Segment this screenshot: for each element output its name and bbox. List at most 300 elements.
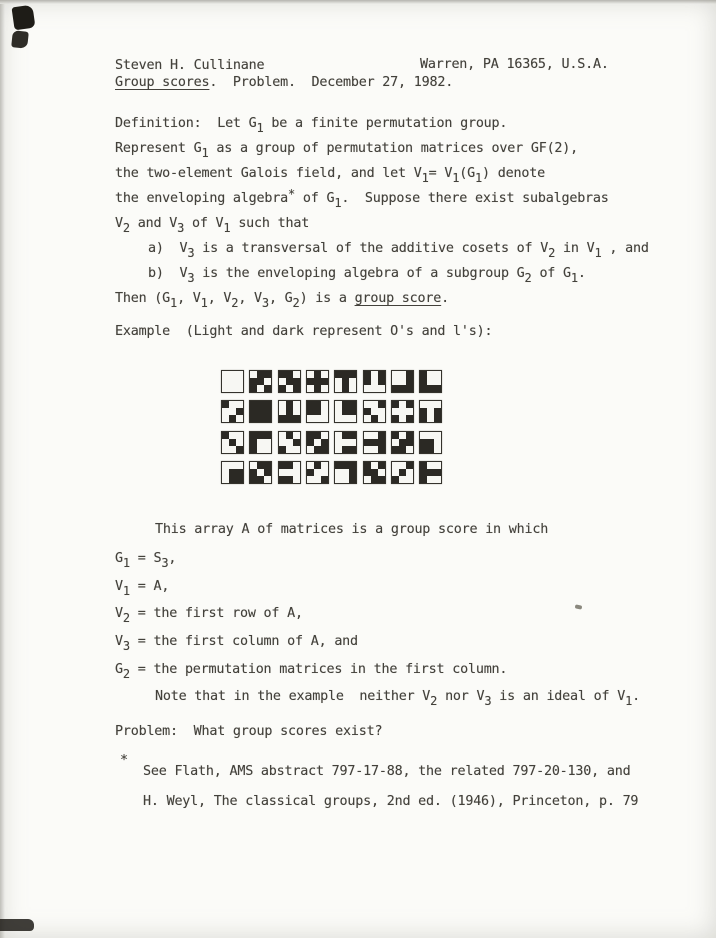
- text-segment: 1: [334, 196, 342, 210]
- matrix-row: [222, 385, 243, 392]
- matrix-cell: [399, 476, 406, 483]
- text-segment: , and: [601, 241, 649, 256]
- matrix-cell: [434, 462, 441, 469]
- matrix-cell: [420, 378, 427, 385]
- matrix-row: [364, 378, 385, 385]
- matrix-cell: [406, 385, 413, 392]
- matrix-cell: [392, 415, 399, 422]
- matrix-cell: [293, 439, 300, 446]
- line-problem: [115, 723, 382, 740]
- matrix-cell: [378, 408, 385, 415]
- matrix-cell: [406, 371, 413, 378]
- matrix-cell: [342, 378, 349, 385]
- matrix-cell: [286, 415, 293, 422]
- matrix-cell: [378, 401, 385, 408]
- text-segment: V: [115, 634, 123, 649]
- text-segment: 1: [223, 221, 231, 235]
- text-segment: 1: [122, 584, 130, 598]
- line-eq-v1: [115, 578, 170, 598]
- matrix-cell: [371, 408, 378, 415]
- matrix-cell: [335, 408, 342, 415]
- text-segment: This array A of matrices is a group score in which: [155, 522, 549, 537]
- text-segment: of V: [184, 216, 224, 231]
- matrix-cell: [264, 476, 271, 483]
- matrix-row: [392, 415, 413, 422]
- line-def-3: [115, 165, 545, 185]
- matrix-cell: [279, 439, 286, 446]
- matrix-row: [364, 408, 385, 415]
- matrix-cell: [314, 415, 321, 422]
- matrix-row: [307, 446, 328, 453]
- matrix-r1c4: [306, 370, 329, 393]
- matrix-row: [420, 385, 441, 392]
- matrix-cell: [349, 378, 356, 385]
- matrix-cell: [378, 371, 385, 378]
- matrix-cell: [371, 385, 378, 392]
- matrix-cell: [293, 446, 300, 453]
- text-segment: Then (G: [115, 291, 171, 306]
- matrix-row: [307, 432, 328, 439]
- matrix-row: [307, 385, 328, 392]
- matrix-r2c7: [391, 400, 414, 423]
- text-segment: Definition: Let G: [115, 116, 257, 131]
- text-segment: of G: [295, 191, 335, 206]
- text-segment: 2: [122, 221, 130, 235]
- matrix-cell: [406, 415, 413, 422]
- matrix-cell: [293, 378, 300, 385]
- matrix-cell: [349, 371, 356, 378]
- matrix-cell: [229, 401, 236, 408]
- matrix-row: [279, 462, 300, 469]
- matrix-cell: [222, 371, 229, 378]
- matrix-cell: [264, 401, 271, 408]
- matrix-cell: [335, 415, 342, 422]
- matrix-r1c2: [249, 370, 272, 393]
- matrix-row: [250, 476, 271, 483]
- matrix-cell: [378, 469, 385, 476]
- matrix-cell: [392, 378, 399, 385]
- matrix-cell: [314, 401, 321, 408]
- matrix-cell: [264, 469, 271, 476]
- line-def-7: [148, 265, 586, 285]
- matrix-cell: [293, 385, 300, 392]
- line-author: [115, 57, 264, 74]
- matrix-cell: [371, 476, 378, 483]
- matrix-cell: [399, 385, 406, 392]
- matrix-r2c5: [334, 400, 357, 423]
- text-segment: 3: [177, 221, 185, 235]
- matrix-cell: [335, 462, 342, 469]
- text-segment: ) is a: [299, 291, 355, 306]
- matrix-row: [307, 476, 328, 483]
- text-segment: 1: [256, 121, 264, 135]
- matrix-cell: [250, 415, 257, 422]
- matrix-row: [335, 469, 356, 476]
- matrix-row: [279, 469, 300, 476]
- matrix-cell: [434, 469, 441, 476]
- matrix-cell: [314, 408, 321, 415]
- matrix-row: [222, 439, 243, 446]
- text-segment: *: [287, 187, 295, 201]
- matrix-cell: [314, 462, 321, 469]
- matrix-cell: [257, 439, 264, 446]
- matrix-cell: [307, 432, 314, 439]
- matrix-cell: [427, 371, 434, 378]
- text-segment: = the first row of A,: [129, 606, 303, 621]
- matrix-cell: [286, 408, 293, 415]
- text-segment: Problem: What group scores exist?: [115, 724, 383, 739]
- matrix-row: [420, 432, 441, 439]
- text-segment: (G: [459, 166, 476, 181]
- matrix-row: [364, 446, 385, 453]
- matrix-array: [221, 370, 445, 492]
- matrix-cell: [434, 371, 441, 378]
- matrix-cell: [349, 408, 356, 415]
- matrix-cell: [420, 401, 427, 408]
- matrix-cell: [279, 469, 286, 476]
- text-segment: of G: [531, 266, 571, 281]
- matrix-cell: [434, 439, 441, 446]
- matrix-cell: [307, 415, 314, 422]
- matrix-cell: [321, 408, 328, 415]
- matrix-cell: [321, 415, 328, 422]
- matrix-row: [392, 446, 413, 453]
- text-segment: as a group of permutation matrices over GF(2),: [208, 141, 579, 156]
- text-segment: 1: [200, 296, 208, 310]
- matrix-r3c6: [363, 431, 386, 454]
- line-eq-g2: [115, 661, 508, 681]
- matrix-cell: [364, 462, 371, 469]
- text-segment: .: [441, 291, 449, 306]
- matrix-cell: [250, 385, 257, 392]
- matrix-cell: [229, 469, 236, 476]
- matrix-cell: [286, 462, 293, 469]
- matrix-cell: [434, 385, 441, 392]
- text-segment: 1: [594, 246, 602, 260]
- matrix-row: [279, 385, 300, 392]
- matrix-row: [392, 378, 413, 385]
- matrix-cell: [321, 371, 328, 378]
- matrix-cell: [392, 408, 399, 415]
- matrix-cell: [279, 401, 286, 408]
- matrix-row: [335, 462, 356, 469]
- matrix-r1c8: [419, 370, 442, 393]
- matrix-cell: [279, 408, 286, 415]
- matrix-cell: [335, 371, 342, 378]
- matrix-cell: [279, 378, 286, 385]
- matrix-cell: [264, 378, 271, 385]
- text-segment: 3: [122, 639, 130, 653]
- matrix-cell: [427, 462, 434, 469]
- matrix-cell: [279, 462, 286, 469]
- matrix-row: [307, 462, 328, 469]
- matrix-row: [279, 378, 300, 385]
- matrix-cell: [307, 476, 314, 483]
- text-segment: . Suppose there exist subalgebras: [341, 191, 609, 206]
- text-segment: the two-element Galois field, and let V: [115, 166, 422, 181]
- line-eq-v2: [115, 605, 303, 625]
- matrix-cell: [264, 439, 271, 446]
- matrix-row: [335, 415, 356, 422]
- matrix-cell: [364, 408, 371, 415]
- matrix-row: [279, 371, 300, 378]
- matrix-cell: [250, 408, 257, 415]
- matrix-cell: [314, 476, 321, 483]
- text-segment: *: [120, 753, 128, 768]
- matrix-row: [420, 415, 441, 422]
- matrix-cell: [349, 439, 356, 446]
- matrix-cell: [236, 469, 243, 476]
- matrix-cell: [250, 446, 257, 453]
- matrix-row: [392, 408, 413, 415]
- text-segment: 1: [170, 296, 178, 310]
- matrix-cell: [427, 469, 434, 476]
- matrix-cell: [420, 446, 427, 453]
- matrix-cell: [399, 439, 406, 446]
- line-fn-2: [143, 793, 638, 810]
- matrix-row: [335, 378, 356, 385]
- matrix-cell: [434, 408, 441, 415]
- matrix-row: [250, 439, 271, 446]
- matrix-cell: [420, 408, 427, 415]
- matrix-cell: [349, 415, 356, 422]
- text-segment: group score: [354, 291, 442, 306]
- matrix-cell: [335, 469, 342, 476]
- matrix-cell: [229, 408, 236, 415]
- text-segment: the enveloping algebra: [115, 191, 288, 206]
- line-array-caption: [155, 521, 548, 538]
- scan-edge-left: [0, 4, 5, 938]
- matrix-cell: [371, 446, 378, 453]
- matrix-cell: [222, 476, 229, 483]
- text-segment: 2: [122, 611, 130, 625]
- matrix-cell: [392, 476, 399, 483]
- matrix-cell: [342, 476, 349, 483]
- matrix-cell: [434, 378, 441, 385]
- matrix-cell: [378, 415, 385, 422]
- matrix-row: [250, 432, 271, 439]
- matrix-cell: [371, 432, 378, 439]
- text-segment: ,: [168, 551, 177, 566]
- line-def-2: [115, 140, 579, 160]
- matrix-row: [279, 401, 300, 408]
- matrix-row: [420, 371, 441, 378]
- matrix-row: [364, 385, 385, 392]
- matrix-cell: [399, 462, 406, 469]
- text-segment: Example (Light and dark represent O's and l's):: [115, 324, 493, 339]
- matrix-r3c5: [334, 431, 357, 454]
- matrix-r1c6: [363, 370, 386, 393]
- matrix-cell: [314, 446, 321, 453]
- matrix-cell: [427, 415, 434, 422]
- matrix-row: [364, 415, 385, 422]
- matrix-cell: [250, 439, 257, 446]
- matrix-cell: [293, 469, 300, 476]
- text-segment: a) V: [148, 241, 188, 256]
- matrix-row: [335, 439, 356, 446]
- matrix-row: [250, 415, 271, 422]
- matrix-cell: [371, 371, 378, 378]
- matrix-row: [392, 432, 413, 439]
- text-segment: is an ideal of V: [491, 689, 626, 704]
- matrix-cell: [250, 371, 257, 378]
- text-segment: is a transversal of the additive cosets of V: [194, 241, 549, 256]
- matrix-cell: [427, 401, 434, 408]
- matrix-cell: [364, 476, 371, 483]
- matrix-cell: [420, 415, 427, 422]
- matrix-r3c1: [221, 431, 244, 454]
- matrix-cell: [371, 439, 378, 446]
- matrix-cell: [257, 378, 264, 385]
- matrix-cell: [279, 385, 286, 392]
- matrix-cell: [257, 401, 264, 408]
- text-segment: V: [115, 579, 123, 594]
- line-address: [420, 56, 609, 73]
- matrix-cell: [349, 385, 356, 392]
- matrix-r3c4: [306, 431, 329, 454]
- matrix-cell: [250, 432, 257, 439]
- matrix-r4c7: [391, 461, 414, 484]
- text-segment: 1: [122, 556, 130, 570]
- matrix-row: [307, 401, 328, 408]
- matrix-cell: [257, 462, 264, 469]
- text-segment: Warren, PA 16365, U.S.A.: [420, 57, 609, 72]
- matrix-cell: [321, 378, 328, 385]
- matrix-cell: [314, 371, 321, 378]
- matrix-row: [279, 432, 300, 439]
- matrix-cell: [392, 432, 399, 439]
- matrix-cell: [257, 432, 264, 439]
- matrix-row: [279, 408, 300, 415]
- text-segment: 3: [161, 556, 169, 570]
- matrix-row: [279, 439, 300, 446]
- matrix-cell: [264, 408, 271, 415]
- matrix-cell: [286, 385, 293, 392]
- matrix-row: [335, 476, 356, 483]
- matrix-cell: [236, 385, 243, 392]
- matrix-cell: [399, 408, 406, 415]
- matrix-row: [335, 408, 356, 415]
- matrix-cell: [307, 385, 314, 392]
- text-segment: b) V: [148, 266, 188, 281]
- matrix-row: [335, 371, 356, 378]
- text-segment: Represent G: [115, 141, 202, 156]
- matrix-cell: [250, 401, 257, 408]
- text-segment: G: [115, 551, 123, 566]
- matrix-row: [222, 378, 243, 385]
- matrix-r1c7: [391, 370, 414, 393]
- matrix-cell: [406, 462, 413, 469]
- matrix-cell: [364, 469, 371, 476]
- matrix-cell: [364, 432, 371, 439]
- matrix-cell: [420, 371, 427, 378]
- matrix-cell: [427, 408, 434, 415]
- text-segment: Note that in the example neither V: [155, 689, 431, 704]
- matrix-cell: [236, 476, 243, 483]
- matrix-cell: [399, 415, 406, 422]
- text-segment: .: [632, 689, 640, 704]
- matrix-cell: [236, 432, 243, 439]
- matrix-cell: [286, 469, 293, 476]
- line-def-6: [148, 240, 649, 260]
- matrix-cell: [420, 385, 427, 392]
- matrix-r2c6: [363, 400, 386, 423]
- matrix-cell: [307, 446, 314, 453]
- matrix-cell: [293, 462, 300, 469]
- matrix-cell: [335, 385, 342, 392]
- matrix-cell: [427, 432, 434, 439]
- matrix-cell: [236, 415, 243, 422]
- matrix-row: [279, 415, 300, 422]
- matrix-cell: [293, 408, 300, 415]
- matrix-row: [392, 462, 413, 469]
- matrix-row: [392, 371, 413, 378]
- matrix-cell: [392, 371, 399, 378]
- matrix-row: [420, 401, 441, 408]
- matrix-cell: [364, 401, 371, 408]
- matrix-cell: [406, 446, 413, 453]
- line-example: [115, 323, 492, 340]
- matrix-cell: [349, 462, 356, 469]
- matrix-cell: [434, 432, 441, 439]
- matrix-row: [250, 401, 271, 408]
- matrix-cell: [279, 371, 286, 378]
- text-segment: V: [115, 216, 123, 231]
- matrix-row: [364, 469, 385, 476]
- matrix-cell: [364, 371, 371, 378]
- matrix-r1c5: [334, 370, 357, 393]
- matrix-cell: [342, 408, 349, 415]
- matrix-cell: [371, 415, 378, 422]
- matrix-cell: [307, 408, 314, 415]
- matrix-cell: [342, 446, 349, 453]
- matrix-row: [420, 476, 441, 483]
- matrix-cell: [286, 401, 293, 408]
- matrix-cell: [349, 401, 356, 408]
- line-eq-v3: [115, 633, 358, 653]
- matrix-cell: [257, 446, 264, 453]
- matrix-row: [335, 432, 356, 439]
- matrix-cell: [342, 371, 349, 378]
- text-segment: 1: [452, 171, 460, 185]
- matrix-cell: [264, 432, 271, 439]
- matrix-cell: [342, 439, 349, 446]
- matrix-cell: [434, 476, 441, 483]
- matrix-cell: [364, 378, 371, 385]
- matrix-cell: [229, 439, 236, 446]
- matrix-cell: [371, 378, 378, 385]
- matrix-cell: [371, 462, 378, 469]
- matrix-cell: [222, 432, 229, 439]
- matrix-cell: [406, 469, 413, 476]
- matrix-cell: [314, 385, 321, 392]
- text-segment: See Flath, AMS abstract 797-17-88, the related 797-20-130, and: [143, 764, 631, 779]
- matrix-cell: [229, 415, 236, 422]
- matrix-row: [420, 446, 441, 453]
- text-segment: , V: [238, 291, 262, 306]
- matrix-cell: [307, 462, 314, 469]
- text-segment: 2: [524, 271, 532, 285]
- line-fn-1: [143, 763, 630, 780]
- text-segment: 3: [261, 296, 269, 310]
- matrix-row: [392, 476, 413, 483]
- matrix-cell: [342, 401, 349, 408]
- matrix-cell: [371, 401, 378, 408]
- matrix-row: [250, 385, 271, 392]
- scan-artifact-top-left: [12, 5, 36, 31]
- matrix-cell: [229, 371, 236, 378]
- matrix-cell: [307, 378, 314, 385]
